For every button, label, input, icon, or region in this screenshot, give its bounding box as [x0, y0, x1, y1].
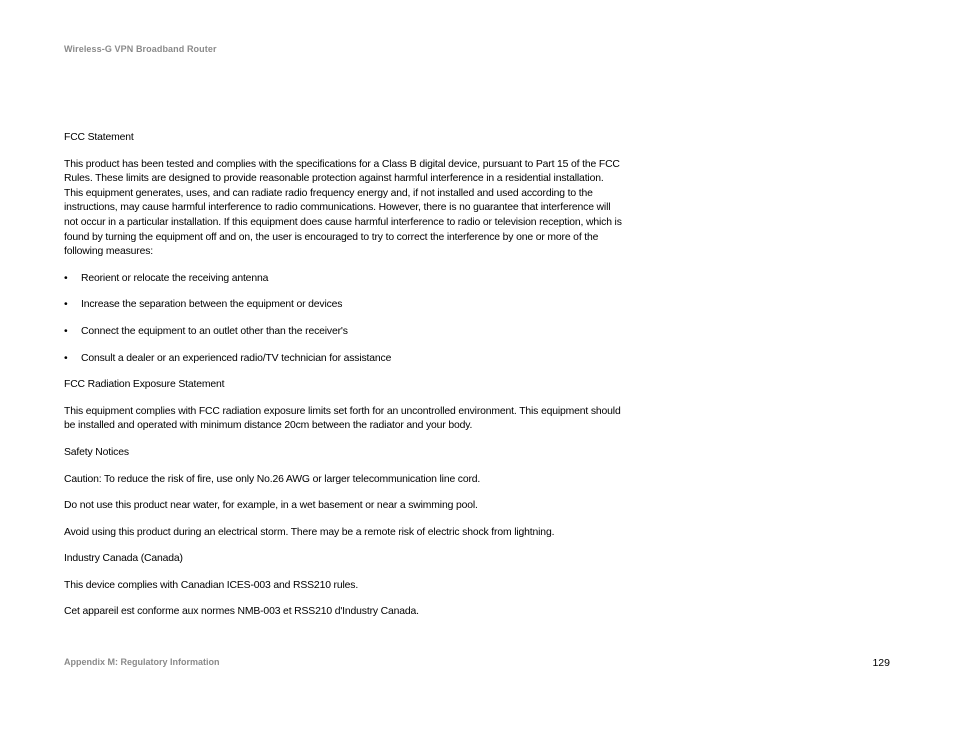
- bullet-icon: •: [64, 352, 68, 364]
- bullet-icon: •: [64, 272, 68, 284]
- list-item-text: Consult a dealer or an experienced radio/TV technician for assistance: [81, 352, 392, 364]
- bullet-icon: •: [64, 299, 68, 311]
- industry-canada-heading: Industry Canada (Canada): [64, 553, 183, 565]
- fcc-statement-heading: FCC Statement: [64, 132, 134, 143]
- radiation-exposure-heading: FCC Radiation Exposure Statement: [64, 379, 225, 391]
- industry-canada-english: This device complies with Canadian ICES-003 and RSS210 rules.: [64, 579, 359, 591]
- page-number: 129: [872, 657, 890, 669]
- running-header-title: Wireless-G VPN Broadband Router: [64, 44, 217, 54]
- list-item-text: Increase the separation between the equipment or devices: [81, 299, 343, 311]
- list-item: [64, 325, 624, 340]
- safety-notices-heading: Safety Notices: [64, 446, 129, 458]
- industry-canada-french: Cet appareil est conforme aux normes NMB-003 et RSS210 d'Industry Canada.: [64, 606, 419, 618]
- list-item-text: Reorient or relocate the receiving antenna: [81, 272, 269, 284]
- list-item: [64, 298, 624, 313]
- fcc-statement-paragraph: This product has been tested and complies with the specifications for a Class B digital device, pursuant to Part 15 of the FCC Rules. These limits are designed to provide reasonable protection against harmful interference in a residential installation. This equipment generates, uses, and can radiate radio frequency energy and, if not installed and used according to the instructions, may cause harmful interference to radio communications. However, there is no guarantee that interference will not occur in a particular installation. If this equipment does cause harmful interference to radio or television reception, which is found by turning the equipment off and on, the user is encouraged to try to correct the interference by one or more of the following measures:: [64, 158, 622, 258]
- safety-notice-storm: Avoid using this product during an electrical storm. There may be a remote risk of electric shock from lightning.: [64, 526, 555, 538]
- list-item: [64, 272, 624, 287]
- bullet-icon: •: [64, 325, 68, 337]
- interference-measures-list: [64, 272, 624, 366]
- safety-notice-caution: Caution: To reduce the risk of fire, use only No.26 AWG or larger telecommunication line cord.: [64, 473, 481, 485]
- footer-section-label: Appendix M: Regulatory Information: [64, 657, 220, 667]
- document-body: [64, 131, 624, 620]
- list-item-text: Connect the equipment to an outlet other than the receiver's: [81, 325, 348, 337]
- list-item: [64, 352, 624, 367]
- safety-notice-water: Do not use this product near water, for example, in a wet basement or near a swimming pool.: [64, 500, 478, 512]
- radiation-exposure-paragraph: This equipment complies with FCC radiation exposure limits set forth for an uncontrolled environment. This equipment should be installed and operated with minimum distance 20cm between the radiator and your body.: [64, 405, 621, 432]
